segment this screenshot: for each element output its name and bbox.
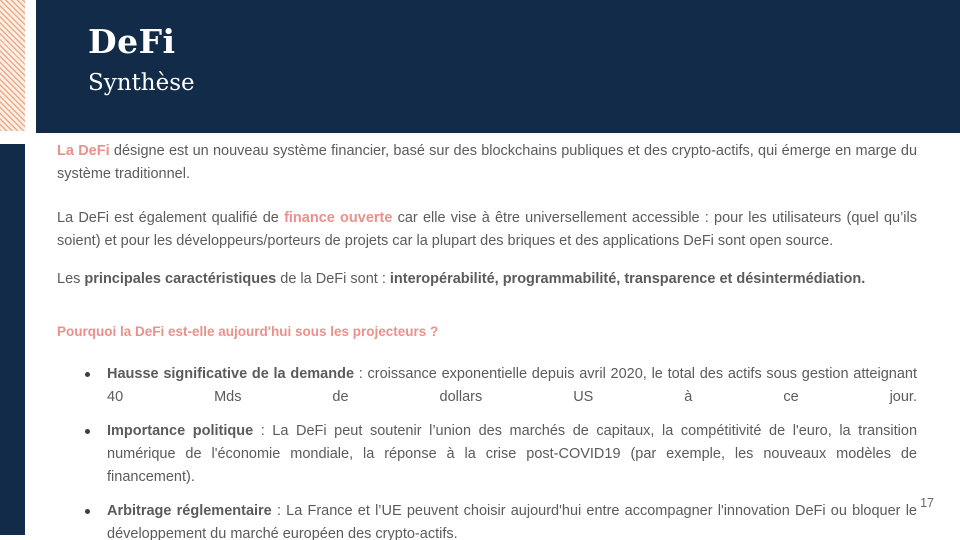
paragraph-definition [57,140,917,186]
decorative-stripes [0,0,25,131]
bold-principales-caracteristiques: principales caractéristiques [84,271,277,287]
content-area [57,140,917,540]
slide-title: DeFi [88,22,176,61]
list-item-arbitrage-reglementaire [57,500,917,540]
left-accent-bar [0,144,25,535]
bullet-bold-importance: Importance politique [107,423,254,439]
paragraph-caracteristiques-lead: Les [57,271,85,287]
bullet-text-hausse: : croissance exponentielle depuis avril 2020, le total des actifs sous gestion atteignant 40 Mds de dollars US à ce jour. [107,366,917,405]
paragraph-definition-text: désigne est un nouveau système financier, basé sur des blockchains publiques et des crypto-actifs, qui émerge en marge du système traditionnel. [57,143,918,182]
section-heading: Pourquoi la DeFi est-elle aujourd'hui sous les projecteurs ? [57,324,439,339]
header-band [36,0,960,133]
bullet-dot-icon [85,372,90,377]
bold-liste-caracteristiques: interopérabilité, programmabilité, transparence et désintermédiation. [389,271,866,287]
paragraph-finance-before: La DeFi est également qualifié de [57,210,285,226]
highlight-la-defi: La DeFi [57,143,110,159]
list-item-importance-politique [57,420,917,489]
bullet-bold-arbitrage: Arbitrage réglementaire [107,503,272,519]
paragraph-caracteristiques [57,268,917,291]
bullet-dot-icon [85,509,90,514]
highlight-finance-ouverte: finance ouverte [284,210,393,226]
slide-subtitle: Synthèse [88,70,195,96]
paragraph-finance-after: car elle vise à être universellement accessible : pour les utilisateurs (quel qu’ils soient) et pour les développeurs/porteurs de projets car la plupart des briques et des applications DeFi sont open source. [57,210,917,249]
paragraph-finance-ouverte [57,207,917,253]
list-item-hausse-demande [57,363,917,409]
page-number: 17 [920,496,934,510]
bullet-text-arbitrage: : La France et l’UE peuvent choisir aujourd'hui entre accompagner l'innovation DeFi ou bloquer le développement du marché européen des crypto-actifs. [107,503,917,540]
paragraph-caracteristiques-mid: de la DeFi sont : [276,271,390,287]
bullet-text-importance: : La DeFi peut soutenir l’union des marchés de capitaux, la compétitivité de l'euro, la transition numérique de l'économie mondiale, la réponse à la crise post-COVID19 (par exemple, les nouveaux modèles de financement). [107,423,918,485]
bullet-dot-icon [85,429,90,434]
bullet-list [57,363,917,540]
bullet-bold-hausse: Hausse significative de la demande [107,366,355,382]
